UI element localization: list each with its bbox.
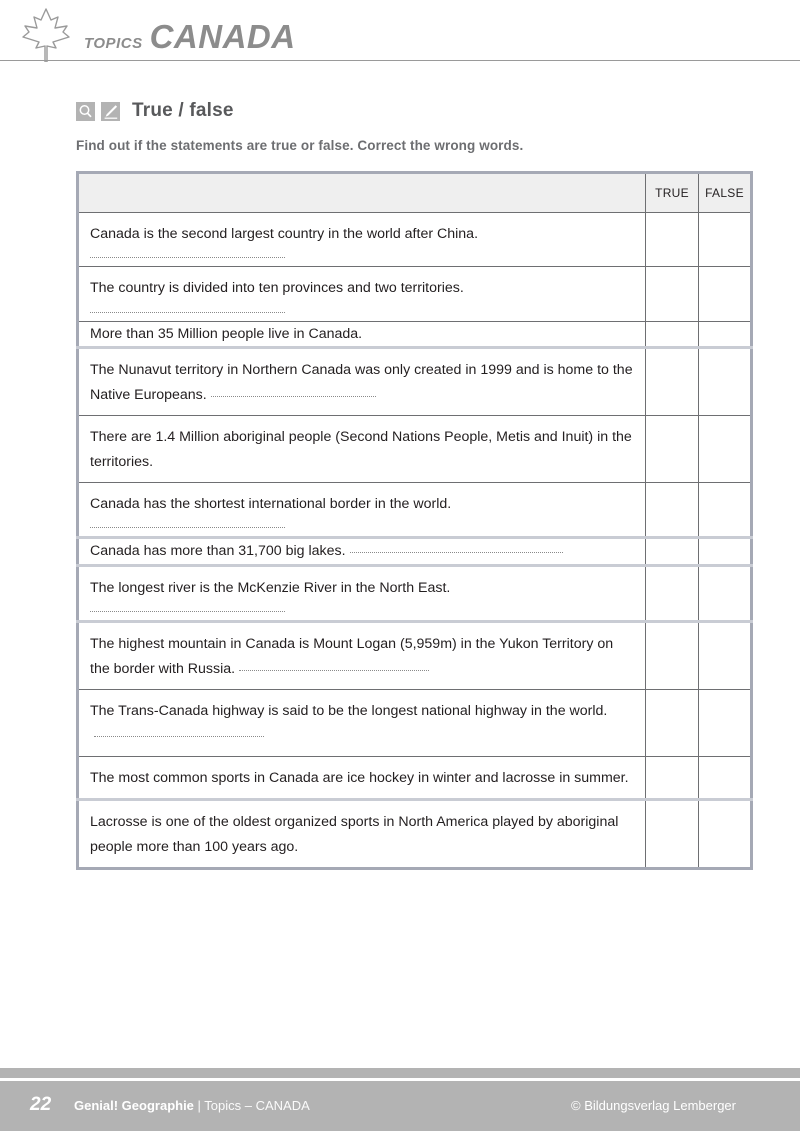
answer-dotted-line[interactable] [211,396,376,397]
answer-dotted-line[interactable] [90,527,285,528]
false-checkbox-cell[interactable] [699,482,752,537]
true-checkbox-cell[interactable] [646,538,699,565]
table-body [78,213,752,869]
header-divider [0,60,800,61]
true-checkbox-cell[interactable] [646,348,699,416]
brand-canada-label: CANADA [149,18,296,55]
statement-text: The highest mountain in Canada is Mount Logan (5,959m) in the Yukon Territory on the border with Russia. [90,636,614,677]
magnifier-icon [76,102,95,121]
table-row [78,267,752,321]
statement-cell [78,482,646,537]
statement-text: Canada has more than 31,700 big lakes. [90,543,346,560]
column-header-true: TRUE [646,173,699,213]
false-checkbox-cell[interactable] [699,690,752,757]
table-row [78,690,752,757]
table-row [78,482,752,537]
footer-accent-strip [0,1068,800,1078]
true-checkbox-cell[interactable] [646,622,699,690]
table-row [78,622,752,690]
task-instruction: Find out if the statements are true or false. Correct the wrong words. [76,138,524,153]
statement-cell [78,800,646,869]
statement-text: The country is divided into ten provinces and two territories. [90,280,464,297]
statement-cell [78,348,646,416]
table-row [78,348,752,416]
false-checkbox-cell[interactable] [699,321,752,347]
statement-cell [78,416,646,483]
statement-cell [78,565,646,621]
statement-text: Canada is the second largest country in the world after China. [90,226,479,242]
false-checkbox-cell[interactable] [699,348,752,416]
table-row [78,800,752,869]
footer-page-number: 22 [30,1094,52,1115]
true-checkbox-cell[interactable] [646,800,699,869]
false-checkbox-cell[interactable] [699,213,752,267]
answer-dotted-line[interactable] [90,611,285,612]
true-false-table [76,171,753,870]
table-row [78,213,752,267]
pencil-icon [101,102,120,121]
true-checkbox-cell[interactable] [646,756,699,799]
answer-dotted-line[interactable] [350,552,563,553]
false-checkbox-cell[interactable] [699,622,752,690]
true-checkbox-cell[interactable] [646,416,699,483]
statement-text: The longest river is the McKenzie River in the North East. [90,579,451,596]
statement-text: The Trans-Canada highway is said to be the longest national highway in the world. [90,703,608,720]
statement-cell [78,538,646,565]
false-checkbox-cell[interactable] [699,538,752,565]
statement-cell [78,267,646,321]
task-heading [76,100,750,122]
true-checkbox-cell[interactable] [646,690,699,757]
table-header-row [78,173,752,213]
true-checkbox-cell[interactable] [646,267,699,321]
footer-series-title: Genial! Geographie [74,1098,194,1113]
statement-text: The most common sports in Canada are ice hockey in winter and lacrosse in summer. [90,769,629,786]
column-header-false: FALSE [699,173,752,213]
page-header [0,0,800,62]
statement-text: The Nunavut territory in Northern Canada was only created in 1999 and is home to the Native Europeans. [90,362,633,403]
true-checkbox-cell[interactable] [646,565,699,621]
footer-copyright: © Bildungsverlag Lemberger [571,1098,736,1113]
table-row [78,416,752,483]
true-checkbox-cell[interactable] [646,482,699,537]
statement-cell [78,690,646,757]
table-row [78,756,752,799]
answer-dotted-line[interactable] [239,670,429,671]
column-header-statement [78,173,646,213]
page-footer [0,1081,800,1131]
false-checkbox-cell[interactable] [699,267,752,321]
footer-series [74,1098,310,1113]
statement-cell [78,622,646,690]
statement-text: Canada has the shortest international border in the world. [90,495,452,512]
table-row [78,565,752,621]
statement-text: Lacrosse is one of the oldest organized sports in North America played by aboriginal people more than 100 years ago. [90,814,619,855]
true-checkbox-cell[interactable] [646,213,699,267]
brand [84,18,296,56]
statement-cell [78,213,646,267]
table-row [78,538,752,565]
brand-topics-label: TOPICS [84,35,143,52]
task-title: True / false [132,100,234,121]
statement-text: More than 35 Million people live in Canada. [90,325,363,342]
false-checkbox-cell[interactable] [699,800,752,869]
answer-dotted-line[interactable] [94,736,264,737]
statement-cell [78,756,646,799]
false-checkbox-cell[interactable] [699,565,752,621]
table-row [78,321,752,347]
footer-series-subtitle: | Topics – CANADA [193,1098,310,1113]
false-checkbox-cell[interactable] [699,756,752,799]
false-checkbox-cell[interactable] [699,416,752,483]
maple-leaf-icon [16,6,76,62]
worksheet-content [76,100,750,870]
statement-text: There are 1.4 Million aboriginal people (Second Nations People, Metis and Inuit) in the territories. [90,429,632,470]
answer-dotted-line[interactable] [90,312,285,313]
statement-cell [78,321,646,347]
answer-dotted-line[interactable] [90,257,285,258]
true-checkbox-cell[interactable] [646,321,699,347]
